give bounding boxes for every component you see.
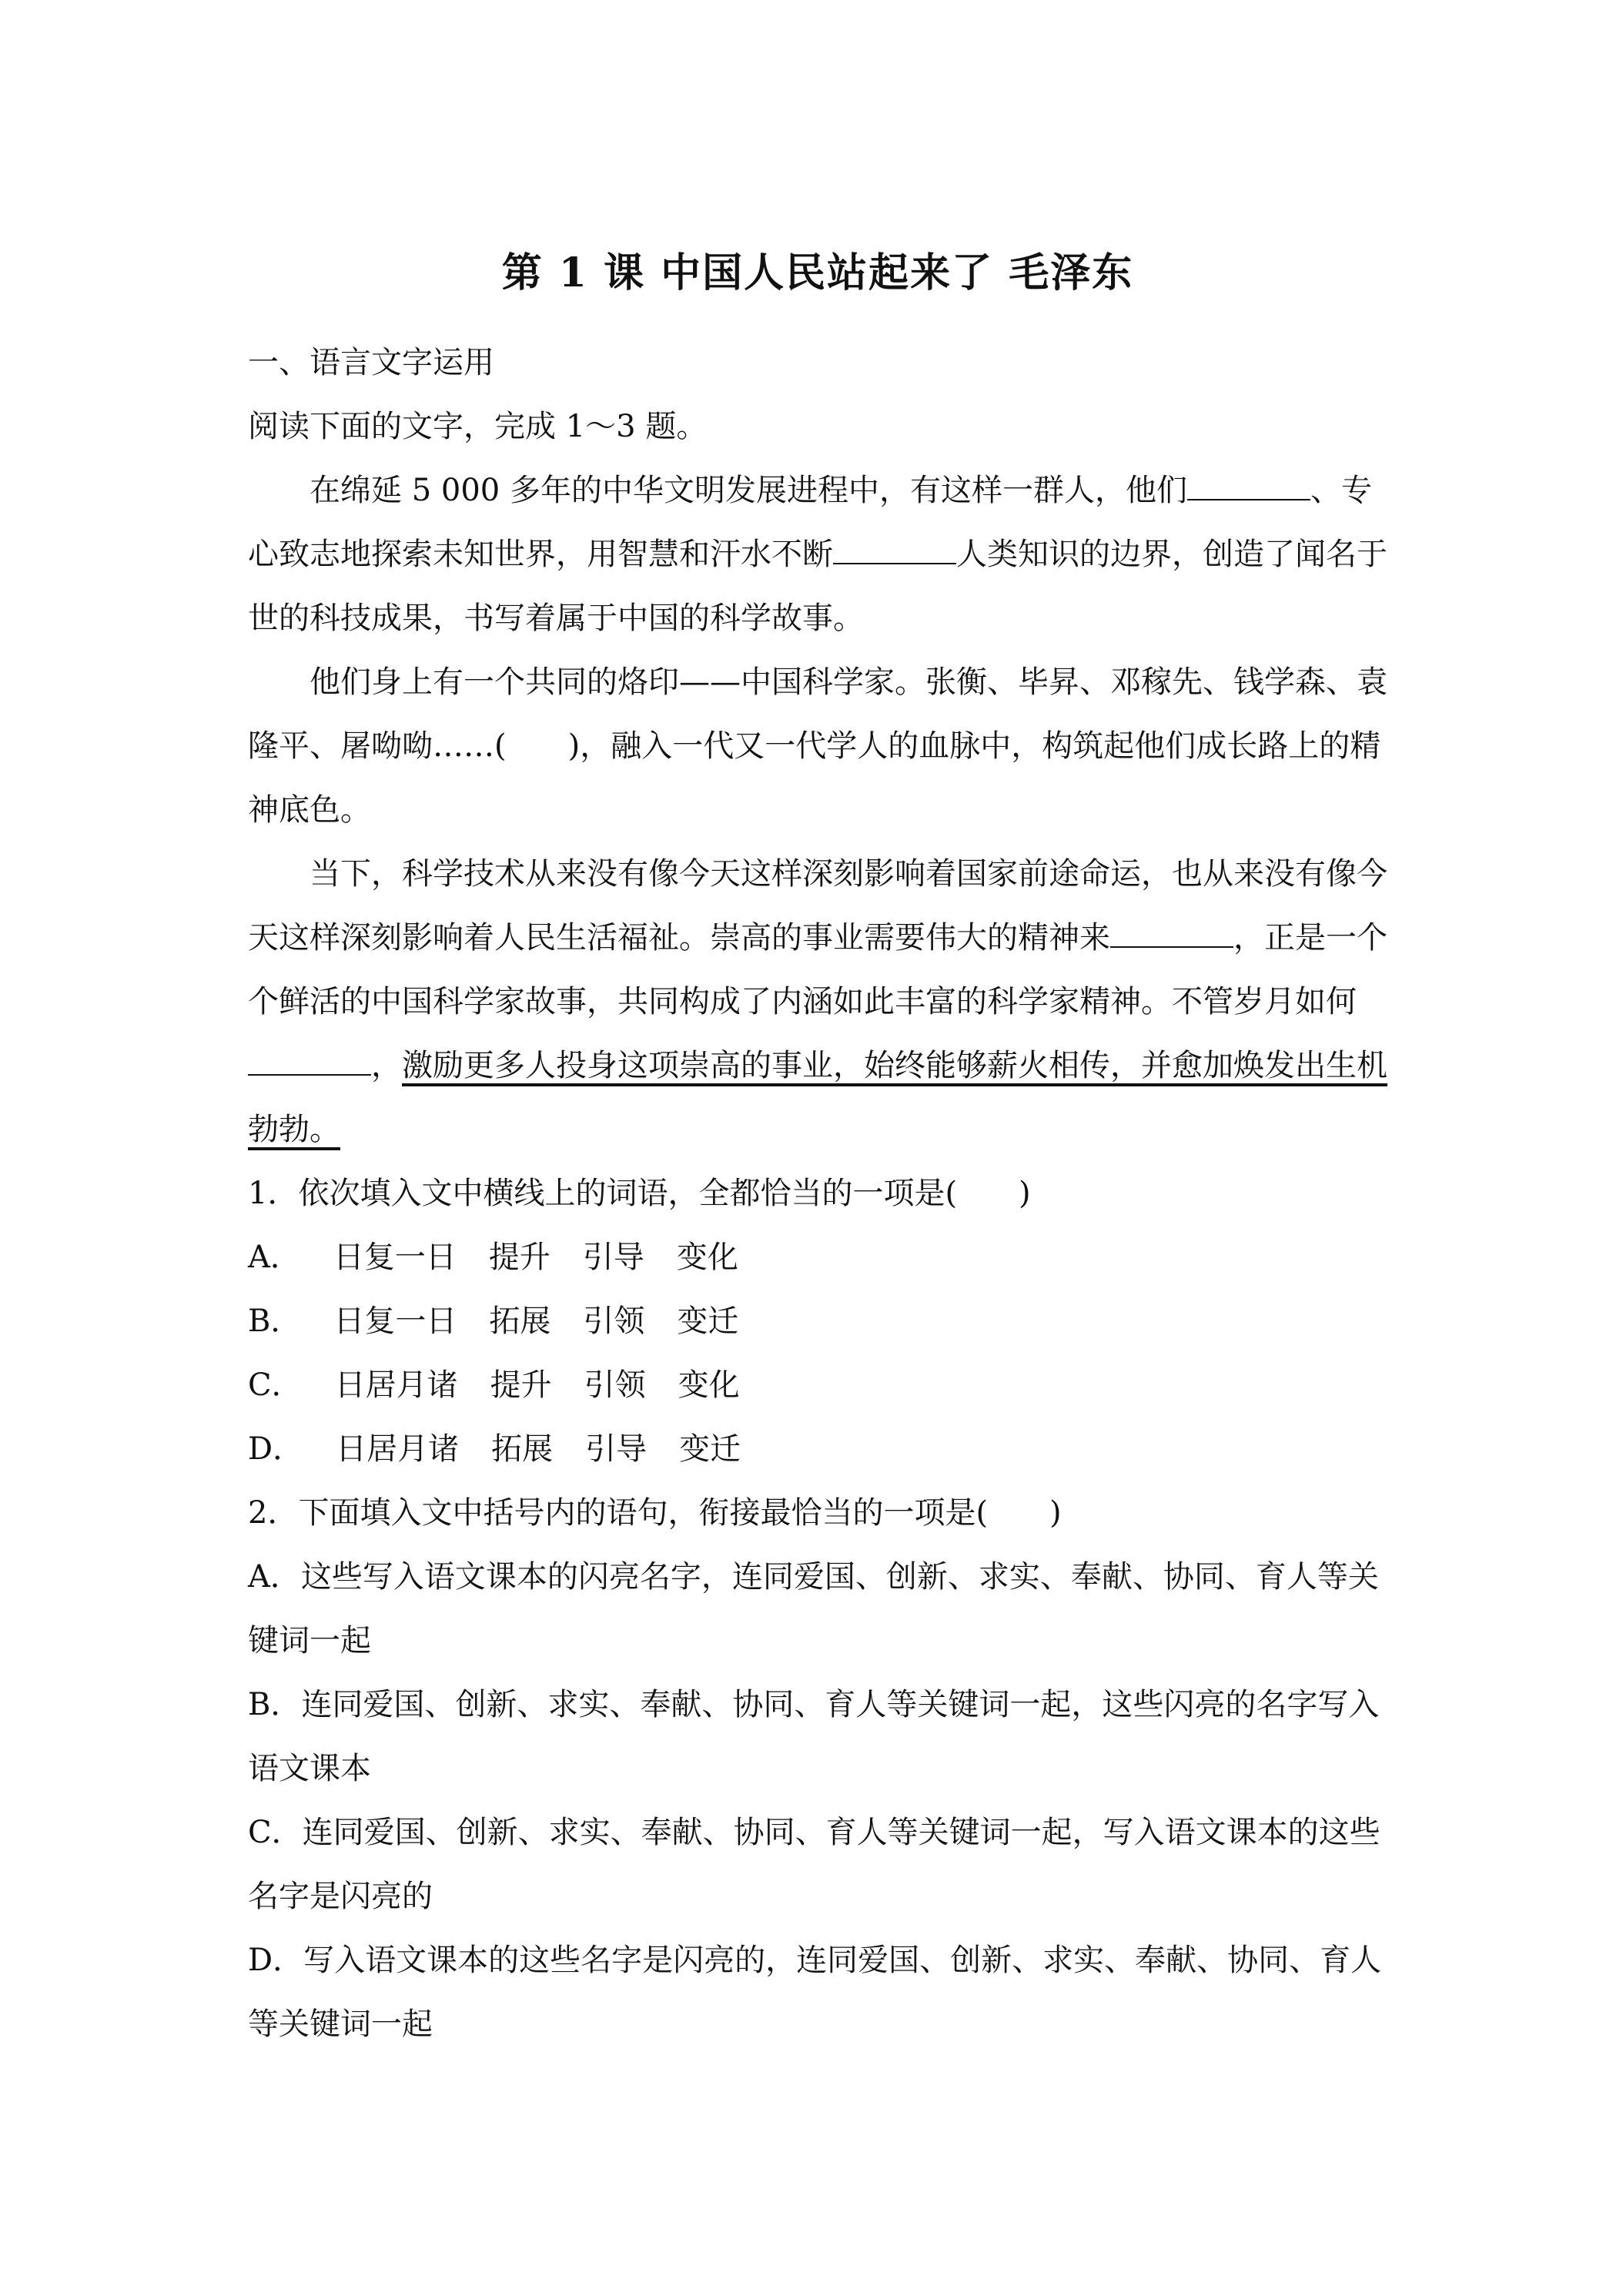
question-2-option-b: B．连同爱国、创新、求实、奉献、协同、育人等关键词一起，这些闪亮的名字写入语文课本 <box>248 1687 1380 1786</box>
option-word: 引领 <box>583 1304 645 1339</box>
passage-text: 、专心致志地探索未知世界，用智慧和汗水不断 <box>248 473 1372 572</box>
underlined-sentence: 激励更多人投身这项崇高的事业，始终能够薪火相传，并愈加焕发出生机勃勃。 <box>248 1048 1387 1147</box>
fill-blank <box>1110 920 1233 948</box>
option-word: 日居月诸 <box>336 1431 460 1467</box>
question-2-option-c: C．连同爱国、创新、求实、奉献、协同、育人等关键词一起，写入语文课本的这些名字是闪亮的 <box>248 1815 1380 1914</box>
option-word: 日复一日 <box>333 1240 457 1275</box>
passage-text: ，正是一个个鲜活的中国科学家故事，共同构成了内涵如此丰富的科学家精神。不管岁月如何 <box>248 920 1387 1019</box>
question-1-option-a <box>248 1226 1387 1290</box>
passage-paragraph-2: 他们身上有一个共同的烙印——中国科学家。张衡、毕昇、邓稼先、钱学森、袁隆平、屠呦呦……( )，融入一代又一代学人的血脉中，构筑起他们成长路上的精神底色。 <box>248 664 1387 828</box>
option-word: 提升 <box>490 1367 552 1403</box>
option-word: 日居月诸 <box>334 1367 458 1403</box>
passage-text: 在绵延 5 000 多年的中华文明发展进程中，有这样一群人，他们 <box>310 473 1187 508</box>
option-word: 拓展 <box>489 1304 551 1339</box>
passage-paragraph-1 <box>248 459 1387 651</box>
question-1-option-b <box>248 1290 1387 1354</box>
page-title: 第 1 课 中国人民站起来了 毛泽东 <box>501 249 1134 296</box>
document-page <box>248 239 1387 2057</box>
option-letter: D． <box>248 1431 304 1467</box>
option-word: 拓展 <box>491 1431 554 1467</box>
question-2-option-a: A．这些写入语文课本的闪亮名字，连同爱国、创新、求实、奉献、协同、育人等关键词一起 <box>248 1559 1379 1658</box>
question-2-option-d: D．写入语文课本的这些名字是闪亮的，连同爱国、创新、求实、奉献、协同、育人等关键词一起 <box>248 1943 1382 2042</box>
passage-text: 人类知识的边界，创造了闻名于世的科技成果，书写着属于中国的科学故事。 <box>248 537 1387 636</box>
option-word: 提升 <box>488 1240 550 1275</box>
option-word: 变化 <box>676 1240 738 1275</box>
option-word: 变化 <box>678 1367 740 1403</box>
passage-text: ， <box>371 1048 402 1083</box>
section-heading: 一、语言文字运用 <box>248 345 494 380</box>
fill-blank <box>1187 473 1310 500</box>
option-word: 变迁 <box>679 1431 741 1467</box>
question-1-option-c <box>248 1354 1387 1417</box>
option-letter: C． <box>248 1367 303 1403</box>
option-word: 变迁 <box>677 1304 739 1339</box>
option-word: 引导 <box>582 1240 644 1275</box>
option-letter: B． <box>248 1304 302 1339</box>
fill-blank <box>248 1048 371 1076</box>
option-letter: A． <box>248 1240 301 1275</box>
question-1-option-d <box>248 1417 1387 1481</box>
option-word: 日复一日 <box>333 1304 457 1339</box>
question-2-stem: 2．下面填入文中括号内的语句，衔接最恰当的一项是( ) <box>248 1495 1062 1531</box>
passage-text: 当下，科学技术从来没有像今天这样深刻影响着国家前途命运，也从来没有像今天这样深刻影响着人民生活福祉。崇高的事业需要伟大的精神来 <box>248 856 1387 956</box>
passage-paragraph-3 <box>248 842 1387 1162</box>
question-1-stem: 1．依次填入文中横线上的词语，全都恰当的一项是( ) <box>248 1176 1031 1211</box>
option-word: 引领 <box>584 1367 646 1403</box>
reading-instruction: 阅读下面的文字，完成 1～3 题。 <box>248 409 708 444</box>
fill-blank <box>833 537 956 564</box>
option-word: 引导 <box>585 1431 648 1467</box>
